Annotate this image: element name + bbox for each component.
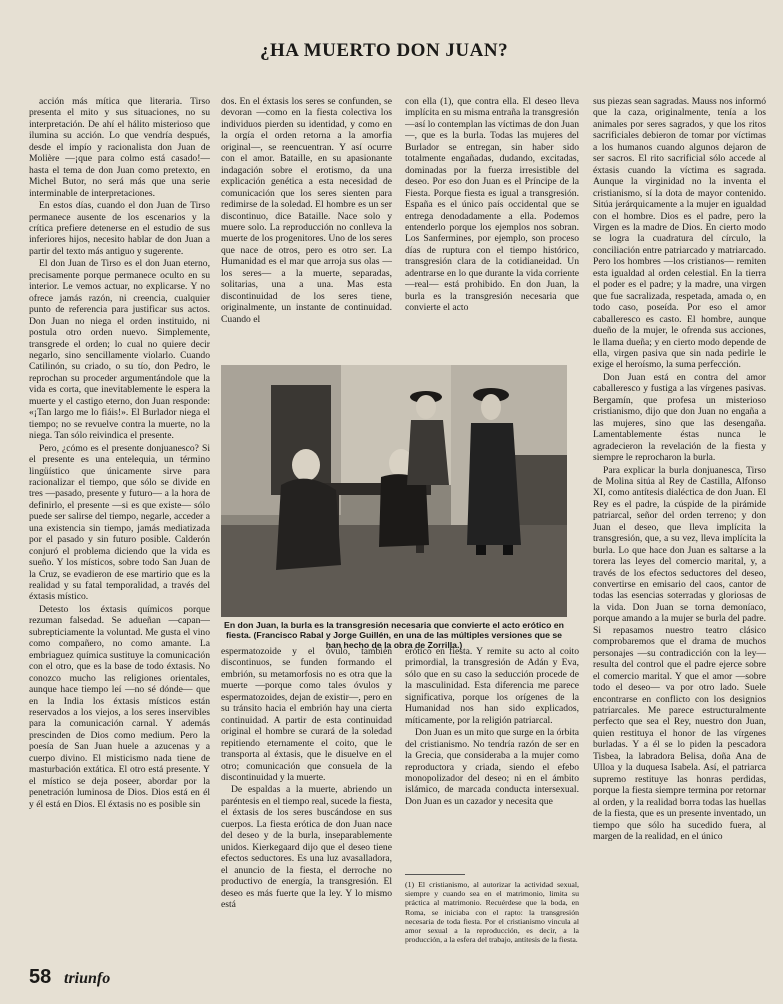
paragraph: con ella (1), que contra ella. El deseo lleva implícita en su misma entraña la transgresión —así lo contemplan las víctimas de don Juan—, que es la burla. Todas las mujeres del Burlador se entregan, sin haber sido totalmente engañadas, dudando, excitadas, dominadas por la fuerza irresistible del deseo. Por eso don Juan es el Príncipe de la Fiesta. Porque fiesta es igual a transgresión. España es el único país occidental que se entrega denodadamente a ella. Podemos entenderlo porque los ejemplos nos sobran. Los Sanfermines, por ejemplo, son proceso días de ruptura con el tiempo histórico, transgresión clara de la cotidianeidad. Un adentrarse en lo que durante la vida corriente —real— está prohibido. En don Juan, la burla es la transgresión necesaria que convierte el acto — [405, 96, 579, 314]
paragraph: acción más mítica que literaria. Tirso presenta el mito y sus situaciones, no su interpretación. De ahí el hálito misterioso que ilumina su acción. Lo que vendría después, desde el impío y racionalista don Juan de Molière —¡que para colmo está casado!— hasta el tema de don Juan como pretexto, en Michel Butor, no será más que una serie interminable de interpretaciones. — [29, 96, 210, 199]
paragraph: Don Juan es un mito que surge en la órbita del cristianismo. No tendría razón de ser en la Grecia, que consideraba a la mujer como reproductora y criada, siendo el efebo monopolizador del deseo; ni en el ámbito islámico, de marcada conducta intersexual. Don Juan es un cazador y necesita que — [405, 727, 579, 807]
column-1 — [29, 96, 210, 966]
paragraph: De espaldas a la muerte, abriendo un paréntesis en el tiempo real, sucede la fiesta, el éxtasis de los seres buscándose en sus cuerpos. La fiesta erótica de don Juan nace del deseo y de la burla, inseparablemente unidos. Kierkegaard dijo que el deseo tiene efectos seductores. Es una luz avasalladora, el anuncio de la fiesta, el derroche no productivo de energía, la transgresión. El deseo es más fuerte que la ley. Y lo mismo está — [221, 784, 392, 910]
page-number: 58 — [29, 966, 52, 988]
paragraph: Para explicar la burla donjuanesca, Tirso de Molina sitúa al Rey de Castilla, Alfonso XI, como antítesis dialéctica de don Juan. El Rey es el padre, la cúspide de la pirámide patriarcal, señor del orden terreno; y don Juan el deseo, que lleva implícita la transgresión, que, a su vez, lleva implícita la burla. Lo que hace don Juan es saltarse a la torera las leyes del comercio marital, y, a través de los efectos seductores del deseo, convertirse en emisario del caos, cantor de todas las esencias soterradas y gloriosas de la vida. Don Juan se torna demoníaco, porque amando a la mujer se burla del padre. Si repasamos nuestro teatro clásico comprobaremos que el drama de muchos personajes —su contradicción con la ley— resulta del control que el padre ejerce sobre el comercio marital. Y que el amor —sobre todo el deseo— va por otro lado. Suele encontrarse en conflicto con los designios patriarcales. Me parece estructuralmente perfecto que sea el Rey, nuestro don Juan, quien restituya el honor de las vírgenes burladas. Y a él se lo piden la pescadora Tisbea, la labradora Belisa, doña Ana de Ulloa y la duquesa Isabela. Así, el patriarca supremo restituye las honras perdidas, porque la fiesta siempre termina por retornar al orden, y la realidad borra todas las huellas de la fiesta, que es un presente inventado, un tiempo que sólo ha sucedido fuera, al margen de la realidad, en el único — [593, 464, 766, 842]
paragraph: Detesto los éxtasis químicos porque rezuman falsedad. Se adueñan —capan— subrepticiamente la voluntad. Me gusta el vino como compañero, no como amante. La embriaguez química sustituye la comunicación con el otro, que es la base de todo éxtasis. No conozco mucho las religiones orientales, aunque hace tiempo leí —no sé dónde— que en la India los éxtasis místicos están reservados a los viejos, a los seres inservibles para la comunicación carnal. Y además prescinden de Dios como medium. Pero la poesía de San Juan huele a azucenas y a cuerpo divino. El misticismo nada tiene de masturbación extática. El otro está presente. Y el místico se deja poseer, abordar por la penetración luminosa de Dios. Dios está en él y él está en Dios. El éxtasis no es posible sin — [29, 603, 210, 810]
column-3-top — [405, 96, 579, 364]
paragraph: sus piezas sean sagradas. Mauss nos informó que la caza, originalmente, tenía a los animales por seres sagrados, y que los ritos sacrificiales debieron de tomar por víctimas a los humanos cuando algunos dejaron de ser sacros. El rito sacrificial sólo accede al éxtasis cuando la víctima es sagrada. Aunque la virginidad no la inventa el cristianismo, sí la dota de mayor contenido. Sitúa jerárquicamente a la mujer en igualdad con el hombre. Dios es el padre, pero la Virgen es la madre de Dios. En cierto modo se logra la cuadratura del círculo, la conciliación entre patriarcado y matriarcado. Pero los hombres —los cristianos— remiten esta igualdad al orden celestial. En la tierra el poder es el padre; y la madre, una virgen que fue sacralizada, respetada, amada o, en todo caso, poseída. Por eso el amor caballeresco es casto. El hombre, aunque dueño de la mujer, le ofrenda sus acciones, le llama dueña; y en cierto modo depende de ella, virgen pasiva que sin nada pedirle le exige el heroísmo, la suma perfección. — [593, 96, 766, 371]
stage-photo — [221, 365, 567, 617]
paragraph: Pero, ¿cómo es el presente donjuanesco? Si el presente es una entelequia, un término lingüístico que únicamente sirve para racionalizar el tiempo, que sólo se divide en tres —pasado, presente y futuro— a la hora de definirlo, el presente —si es que existe— sólo puede ser salirse del tiempo, negarle, acceder a una existencia sin tiempo, jamás mediatizada por el pasado y sin futuro posible. Calderón conjuró el problema diciendo que la vida es sueño. Y los místicos, sobre todo San Juan de la Cruz, se evadieron de ese martirio que es la realidad y su fatal temporalidad, a través del éxtasis místico. — [29, 442, 210, 603]
paragraph: Don Juan está en contra del amor caballeresco y fustiga a las vírgenes pasivas. Bergamín, que profesa un misterioso cristianismo, dijo que don Juan no engaña a las mujeres, sino que las desengaña. Lamentablemente éstas nunca le agradecieron la revelación de la fiesta y siempre le reprocharon la burla. — [593, 371, 766, 464]
photo-caption: En don Juan, la burla es la transgresión necesaria que convierte el acto erótico en fiesta. (Francisco Rabal y Jorge Guillén, en una de las múltiples versiones que se han hecho de la obra de Zorrilla.) — [224, 620, 564, 651]
paragraph: erótico en fiesta. Y remite su acto al coito primordial, la transgresión de Adán y Eva, sólo que en su caso la seducción procede de la masculinidad. Esta diferencia me parece significativa, porque los orígenes de la Humanidad nos han sido explicados, míticamente, por la religión patriarcal. — [405, 646, 579, 726]
paragraph: En estos días, cuando el don Juan de Tirso permanece ausente de los escenarios y la crítica prefiere detenerse en el estudio de sus inferiores hijos, necesito hablar de don Juan a partir del texto más antiguo y sugerente. — [29, 200, 210, 257]
theatre-scene-illustration — [221, 365, 567, 617]
paragraph: espermatozoide y el óvulo, también discontinuos, se funden formando el embrión, su metamorfosis no es otra que la muerte —porque como tales óvulos y espermatozoides, dejan de existir—, pero en su tránsito hacia el embrión hay una cierta continuidad. A partir de esta continuidad original el hombre se curará de la soledad repitiendo eternamente el coito, que le transporta al éxtasis, que le disuelve en el otro; comunicación que consuela de la discontinuidad y la muerte. — [221, 646, 392, 783]
paragraph: dos. En el éxtasis los seres se confunden, se devoran —como en la fiesta colectiva los individuos pierden su identidad, y como en la orgía el orden retorna a la amorfia original—, se reencuentran. Y así ocurre con el amor. Bataille, en su apasionante indagación sobre el erotismo, da una explicación genética a esta necesidad de comunicación que los seres sienten para redimirse de la soledad. El hombre es un ser discontinuo, dice Bataille. Nace solo y muere solo. La reproducción no conlleva la muerte de los progenitores. Uno de los seres que nace de otros, pero es otro ser. La Humanidad es el mar que arroja sus olas —los seres— a la muerte, separadas, solitarias, una a una. Mas esta discontinuidad de los seres tiene, originalmente, un instante de continuidad. Cuando el — [221, 96, 392, 325]
footnote-rule — [405, 874, 465, 875]
column-2-top — [221, 96, 392, 364]
column-4 — [593, 96, 766, 991]
column-3-bottom — [405, 646, 579, 868]
footnote: (1) El cristianismo, al autorizar la actividad sexual, siempre y cuando sea en el matrimonio, limita su práctica al matrimonio. Recuérdese que la boda, en Roma, se iniciaba con el rapto: la transgresión necesaria de toda fiesta. Por el cristianismo vincula al amor sexual a la reproducción, es decir, a la producción, a la esfera del trabajo, antítesis de la fiesta. — [405, 880, 579, 945]
column-2-bottom — [221, 646, 392, 991]
paragraph: El don Juan de Tirso es el don Juan eterno, precisamente porque permanece oculto en su interior. Le vemos actuar, no explicarse. Y no ofrece jamás razón, ni creencia, cualquier punto de referencia para justificar sus actos. Don Juan no niega el orden instituido, ni postula otro orden nuevo. Simplemente, transgrede el orden; lo cual no quiere decir negarlo, sino sencillamente violarlo. Cuando Catilinón, su criado, o su tío, don Pedro, le reprochan su proceder argumentándole que la vida es corta, que inevitablemente le espera la muerte y el castigo eterno, don Juan responde: «¡Tan largo me lo fiáis!». El Burlador niega el tiempo; no se revuelve contra la muerte, no la niega. Tan sólo reivindica el presente. — [29, 258, 210, 442]
magazine-logo: triunfo — [64, 970, 111, 987]
article-title: ¿HA MUERTO DON JUAN? — [260, 40, 509, 61]
